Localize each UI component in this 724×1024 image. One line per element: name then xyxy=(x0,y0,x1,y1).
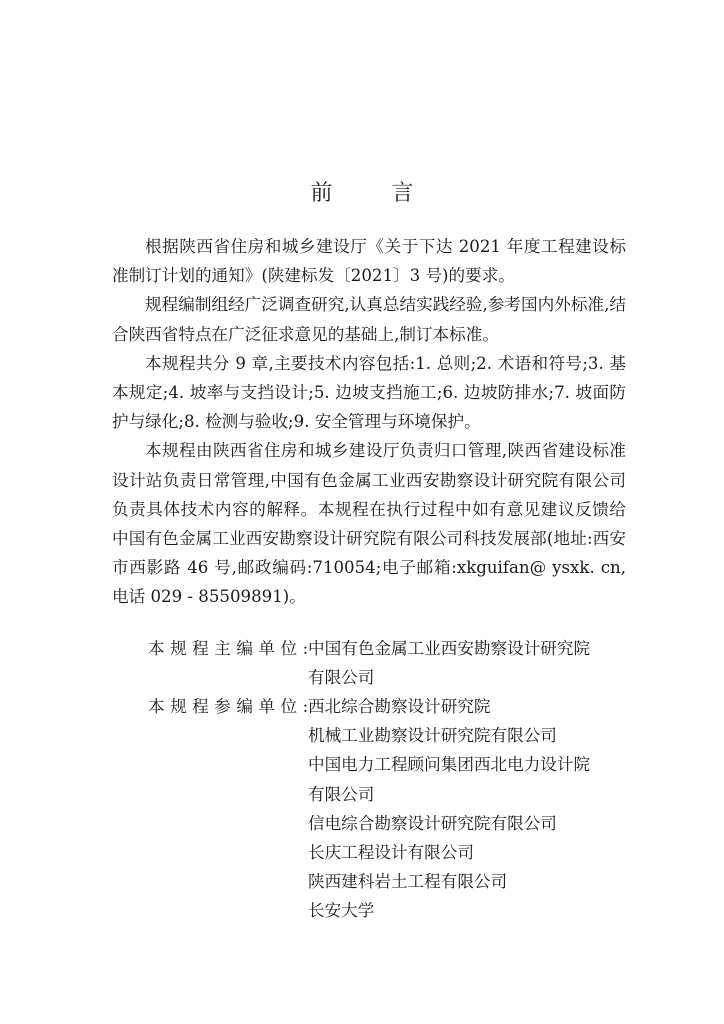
participant-unit: 中国电力工程顾问集团西北电力设计院 xyxy=(308,755,591,775)
chief-editor-list xyxy=(308,634,632,692)
paragraph-1: 根据陕西省住房和城乡建设厅《关于下达 2021 年度工程建设标准制订计划的通知》(陕建标发〔2021〕3 号)的要求。 xyxy=(112,237,626,286)
paragraph-4: 本规程由陕西省住房和城乡建设厅负责归口管理,陕西省建设标准设计站负责日常管理,中国有色金属工业西安勘察设计研究院有限公司负责具体技术内容的解释。本规程在执行过程中如有意见建议反馈给中国有色金属工业西安勘察设计研究院有限公司科技发展部(地址:西安市西影路 46 号,邮政编码:710054;电子邮箱:xkguifan@ ysxk. cn,电话 029 - 85509891)。 xyxy=(112,441,626,607)
participant-unit: 西北综合勘察设计研究院 xyxy=(308,697,491,716)
page-title: 前 言 xyxy=(310,181,440,206)
participant-unit: 机械工业勘察设计研究院有限公司 xyxy=(308,726,557,746)
participant-unit: 长庆工程设计有限公司 xyxy=(308,843,474,863)
chief-editor-unit: 有限公司 xyxy=(308,668,375,688)
chief-editor-label: 本规程主编单位: xyxy=(148,639,314,658)
participant-unit: 信电综合勘察设计研究院有限公司 xyxy=(308,813,557,833)
participants-list xyxy=(308,692,632,926)
paragraph-3: 本规程共分 9 章,主要技术内容包括:1. 总则;2. 术语和符号;3. 基本规定;4. 坡率与支挡设计;5. 边坡支挡施工;6. 边坡防排水;7. 坡面防护与绿化;8. 检测与验收;9. 安全管理与环境保护。 xyxy=(112,353,626,432)
chief-editor-unit: 中国有色金属工业西安勘察设计研究院 xyxy=(308,639,591,658)
participant-unit: 有限公司 xyxy=(308,784,375,804)
preface-body xyxy=(112,232,626,612)
paragraph-2: 规程编制组经广泛调查研究,认真总结实践经验,参考国内外标准,结合陕西省特点在广泛征求意见的基础上,制订本标准。 xyxy=(112,295,626,344)
participant-unit: 长安大学 xyxy=(308,901,375,921)
participant-unit: 陕西建科岩土工程有限公司 xyxy=(308,872,508,892)
participants-label: 本规程参编单位: xyxy=(148,697,314,716)
